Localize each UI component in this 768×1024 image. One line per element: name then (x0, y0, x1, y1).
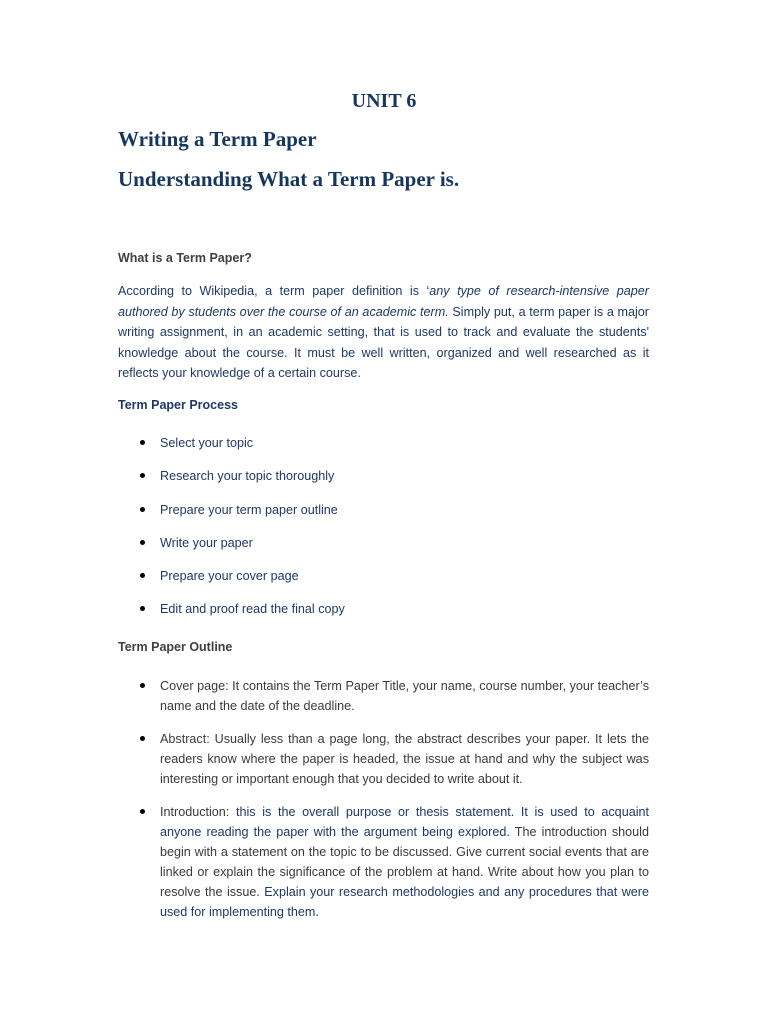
process-item-text: Edit and proof read the final copy (160, 602, 345, 617)
list-item (118, 500, 649, 533)
outline-intro-body: The introduction should begin with a statement on the topic to be discussed. Give current social events that are linked or explain the significance of the problem at hand. Write about how you plan to resolve the issue. (160, 825, 649, 899)
list-item (118, 676, 649, 716)
outline-intro-label: Introduction: (160, 805, 236, 819)
list-item (118, 599, 649, 632)
bullet-icon (140, 683, 145, 688)
definition-paragraph (118, 281, 649, 384)
list-item (118, 802, 649, 922)
list-item (118, 466, 649, 499)
bullet-icon (140, 507, 145, 512)
bullet-icon (140, 540, 145, 545)
list-item (118, 566, 649, 599)
unit-heading: UNIT 6 (351, 90, 417, 112)
definition-quote: any type of research-intensive paper authored by students over the course of an academic term. (118, 284, 650, 319)
bullet-icon (140, 606, 145, 611)
section-heading-process: Term Paper Process (118, 398, 238, 412)
process-item-text: Write your paper (160, 535, 253, 550)
process-item-text: Prepare your term paper outline (160, 502, 338, 517)
bullet-icon (140, 809, 145, 814)
outline-cover-text: Cover page: It contains the Term Paper Title, your name, course number, your teacher’s name and the date of the deadline. (160, 679, 649, 713)
definition-lead: According to Wikipedia, a term paper definition is ‘ (118, 284, 430, 298)
list-item (118, 729, 649, 789)
outline-intro-methods: Explain your research methodologies and any procedures that were used for implementing them. (160, 885, 649, 919)
section-heading-outline: Term Paper Outline (118, 640, 233, 654)
bullet-icon (140, 736, 145, 741)
process-item-text: Prepare your cover page (160, 569, 299, 584)
process-item-text: Select your topic (160, 436, 254, 450)
outline-intro-purpose: this is the overall purpose or thesis statement. It is used to acquaint anyone reading the paper with the argument being explored. (160, 805, 649, 839)
bullet-icon (140, 573, 145, 578)
process-list (118, 433, 649, 633)
outline-abstract-text: Abstract: Usually less than a page long, the abstract describes your paper. It lets the readers know where the paper is headed, the issue at hand and why the subject was interesting or important enough that you decided to write about it. (160, 732, 649, 786)
bullet-icon (140, 440, 145, 445)
page-title: Writing a Term Paper (118, 127, 317, 151)
definition-rest: Simply put, a term paper is a major writing assignment, in an academic setting, that is used to track and evaluate the students' knowledge about the course. It must be well written, organized and well researched as it reflects your knowledge of a certain course. (118, 304, 649, 380)
process-item-text: Research your topic thoroughly (160, 469, 335, 484)
bullet-icon (140, 473, 145, 478)
section-heading-what: What is a Term Paper? (118, 251, 252, 265)
page-subtitle: Understanding What a Term Paper is. (118, 167, 460, 191)
outline-list (118, 676, 649, 935)
list-item (118, 533, 649, 566)
list-item (118, 433, 649, 466)
